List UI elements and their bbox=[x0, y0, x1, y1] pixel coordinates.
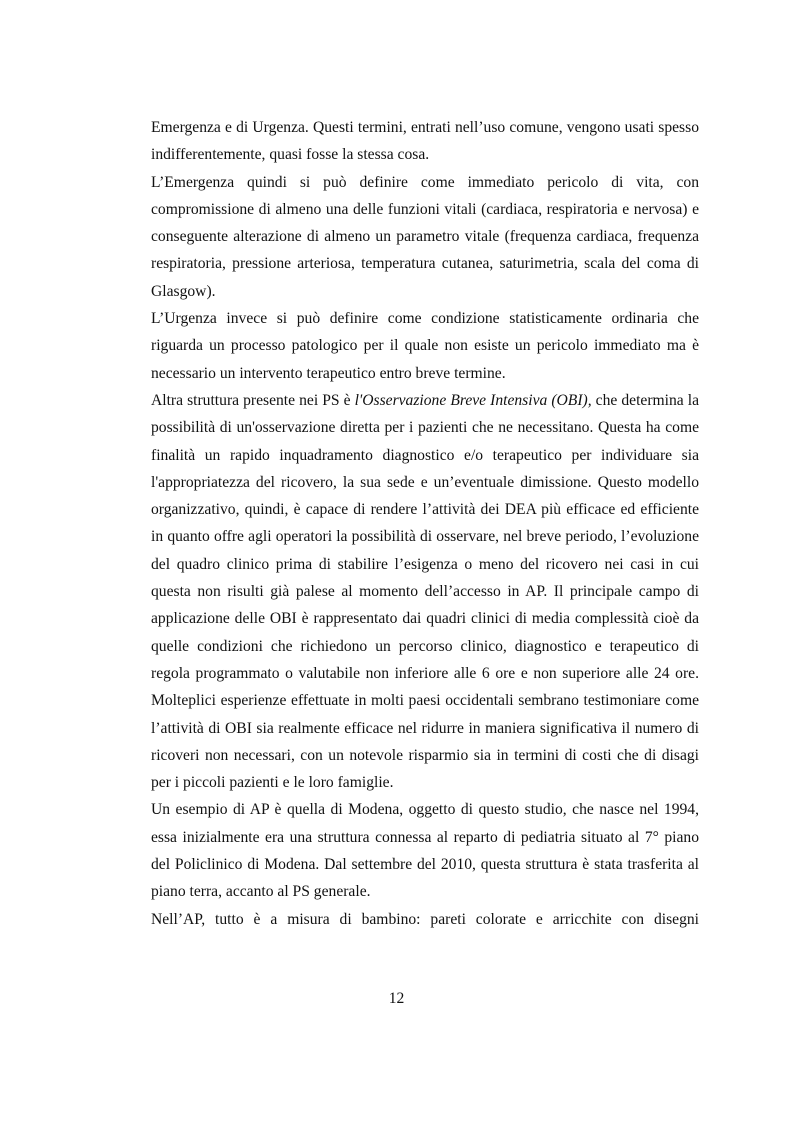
paragraph-ap-modena: Un esempio di AP è quella di Modena, oggetto di questo studio, che nasce nel 1994, essa inizialmente era una struttura connessa al reparto di pediatria situato al 7° piano del Policlinico di Modena. Dal settembre del 2010, questa struttura è stata trasferita al piano terra, accanto al PS generale. bbox=[151, 801, 699, 901]
obi-text-after: che determina la possibilità di un'osservazione diretta per i pazienti che ne necessitano. Questa ha come finalità un rapido inquadramento diagnostico e/o terapeutico per individuare sia l'appropriatezza del ricovero, la sua sede e un’eventuale dimissione. Questo modello organizzativo, quindi, è capace di rendere l’attività dei DEA più efficace ed efficiente in quanto offre agli operatori la possibilità di osservare, nel breve periodo, l’evoluzione del quadro clinico prima di stabilire l’esigenza o meno del ricovero nei casi in cui questa non risulti già palese al momento dell’accesso in AP. Il principale campo di applicazione delle OBI è rappresentato dai quadri clinici di media complessità cioè da quelle condizioni che richiedono un percorso clinico, diagnostico e terapeutico di regola programmato o valutabile non inferiore alle 6 ore e non superiore alle 24 ore. Molteplici esperienze effettuate in molti paesi occidentali sembrano testimoniare come l’attività di OBI sia realmente efficace nel ridurre in maniera significativa il numero di ricoveri non necessari, con un notevole risparmio sia in termini di costi che di disagi per i piccoli pazienti e le loro famiglie. bbox=[151, 391, 700, 792]
paragraph-ap-child-friendly: Nell’AP, tutto è a misura di bambino: pareti colorate e arricchite con disegni bbox=[151, 910, 699, 928]
body-text bbox=[151, 114, 699, 933]
paragraph-obi bbox=[151, 387, 699, 796]
paragraph-urgenza-definition: L’Urgenza invece si può definire come condizione statisticamente ordinaria che riguarda un processo patologico per il quale non esiste un pericolo immediato ma è necessario un intervento terapeutico entro breve termine. bbox=[151, 310, 699, 382]
page-number: 12 bbox=[388, 990, 405, 1007]
obi-text-before: Altra struttura presente nei PS è bbox=[151, 391, 355, 409]
paragraph-emergenza-urgenza-intro: Emergenza e di Urgenza. Questi termini, entrati nell’uso comune, vengono usati spesso indifferentemente, quasi fosse la stessa cosa. bbox=[151, 119, 699, 164]
paragraph-emergenza-definition: L’Emergenza quindi si può definire come immediato pericolo di vita, con compromissione di almeno una delle funzioni vitali (cardiaca, respiratoria e nervosa) e conseguente alterazione di almeno un parametro vitale (frequenza cardiaca, frequenza respiratoria, pressione arteriosa, temperatura cutanea, saturimetria, scala del coma di Glasgow). bbox=[151, 173, 699, 300]
obi-italic-term: l'Osservazione Breve Intensiva (OBI), bbox=[354, 391, 592, 409]
